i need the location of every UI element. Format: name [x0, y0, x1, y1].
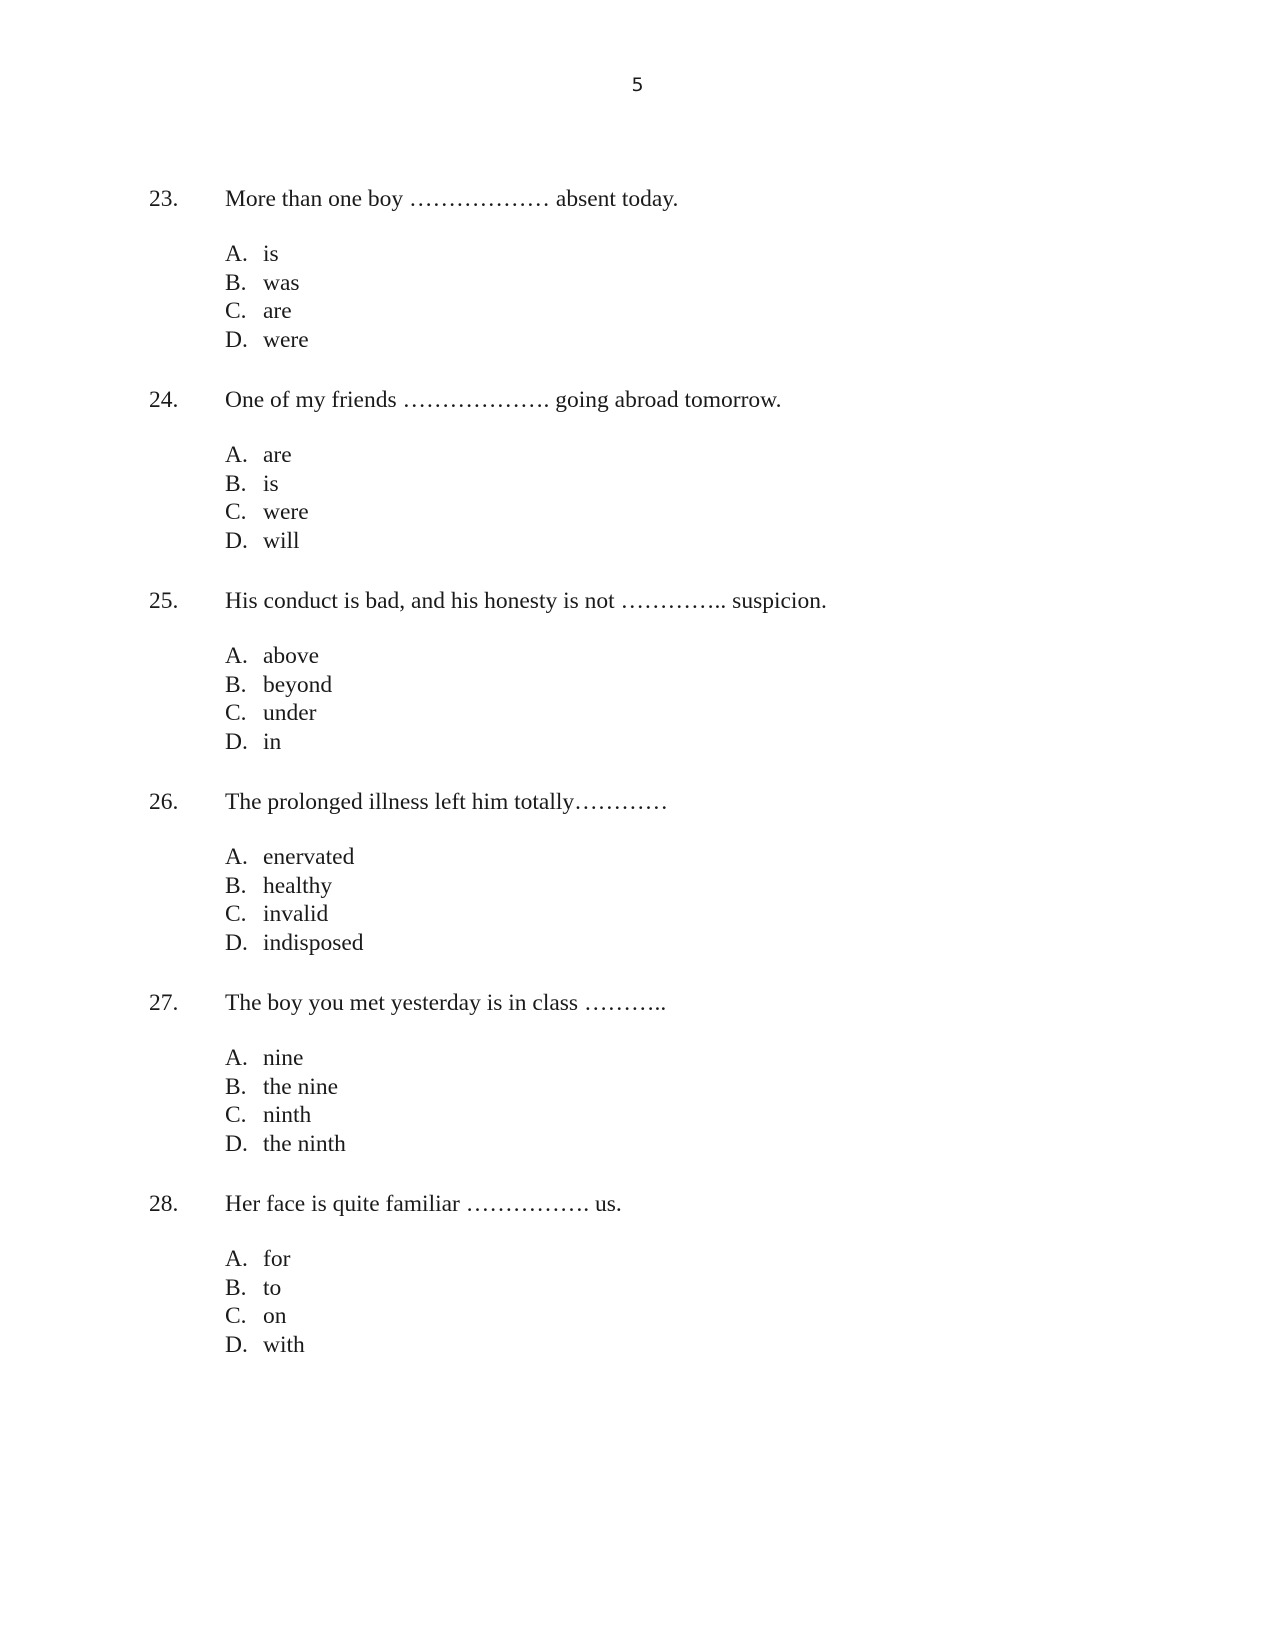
option-list	[225, 1245, 305, 1360]
option-a[interactable]	[225, 1044, 346, 1073]
option-c[interactable]	[225, 297, 309, 326]
question-text: The prolonged illness left him totally…………	[225, 789, 669, 815]
option-letter: B.	[225, 269, 247, 296]
option-letter: B.	[225, 671, 247, 698]
question-list	[149, 184, 1149, 1390]
option-list	[225, 843, 364, 958]
option-text: to	[263, 1274, 282, 1301]
option-text: will	[263, 528, 300, 555]
option-a[interactable]	[225, 1245, 305, 1274]
option-letter: A.	[225, 1045, 248, 1071]
option-letter: B.	[225, 872, 247, 899]
option-b[interactable]	[225, 1274, 305, 1303]
page-number: 5	[631, 74, 644, 96]
option-a[interactable]	[225, 441, 309, 470]
option-b[interactable]	[225, 470, 309, 499]
question-26	[149, 787, 1149, 988]
option-c[interactable]	[225, 1302, 305, 1331]
option-a[interactable]	[225, 642, 332, 671]
option-b[interactable]	[225, 269, 309, 298]
option-a[interactable]	[225, 843, 364, 872]
option-text: indisposed	[263, 930, 364, 957]
option-letter: C.	[225, 700, 247, 727]
option-text: is	[263, 470, 279, 497]
option-letter: A.	[225, 643, 248, 669]
option-letter: A.	[225, 1246, 248, 1272]
option-d[interactable]	[225, 326, 309, 355]
question-text: Her face is quite familiar ……………. us.	[225, 1191, 622, 1217]
option-text: nine	[263, 1045, 304, 1071]
question-text: More than one boy ……………… absent today.	[225, 186, 679, 212]
question-text: One of my friends ………………. going abroad tomorrow.	[225, 387, 782, 413]
option-list	[225, 240, 309, 355]
option-letter: C.	[225, 298, 247, 325]
option-text: with	[263, 1332, 305, 1359]
question-27	[149, 988, 1149, 1189]
option-letter: D.	[225, 1332, 248, 1359]
option-text: are	[263, 298, 292, 325]
option-text: in	[263, 729, 282, 756]
option-letter: C.	[225, 499, 247, 526]
question-number: 23.	[149, 186, 179, 212]
option-b[interactable]	[225, 872, 364, 901]
option-a[interactable]	[225, 240, 309, 269]
question-24	[149, 385, 1149, 586]
option-letter: A.	[225, 442, 248, 468]
option-text: under	[263, 700, 317, 727]
option-letter: A.	[225, 241, 248, 267]
option-letter: C.	[225, 1102, 247, 1129]
option-letter: B.	[225, 1274, 247, 1301]
option-letter: D.	[225, 729, 248, 756]
option-text: the nine	[263, 1073, 339, 1100]
option-text: above	[263, 643, 320, 669]
option-letter: C.	[225, 901, 247, 928]
question-number: 27.	[149, 990, 179, 1016]
option-d[interactable]	[225, 1130, 346, 1159]
question-text: The boy you met yesterday is in class ………..	[225, 990, 667, 1016]
option-letter: D.	[225, 1131, 248, 1158]
option-text: healthy	[263, 872, 333, 899]
option-text: enervated	[263, 844, 355, 870]
question-number: 24.	[149, 387, 179, 413]
question-28	[149, 1189, 1149, 1390]
question-number: 26.	[149, 789, 179, 815]
option-b[interactable]	[225, 671, 332, 700]
option-text: were	[263, 499, 309, 526]
option-text: the ninth	[263, 1131, 346, 1158]
question-25	[149, 586, 1149, 787]
option-b[interactable]	[225, 1073, 346, 1102]
option-list	[225, 642, 332, 757]
option-text: on	[263, 1303, 287, 1330]
option-d[interactable]	[225, 1331, 305, 1360]
option-text: for	[263, 1246, 291, 1272]
question-text: His conduct is bad, and his honesty is not ………….. suspicion.	[225, 588, 827, 614]
option-c[interactable]	[225, 1101, 346, 1130]
option-letter: C.	[225, 1303, 247, 1330]
question-number: 25.	[149, 588, 179, 614]
option-letter: B.	[225, 1073, 247, 1100]
option-d[interactable]	[225, 728, 332, 757]
option-text: was	[263, 269, 300, 296]
option-letter: D.	[225, 528, 248, 555]
option-text: invalid	[263, 901, 329, 928]
question-number: 28.	[149, 1191, 179, 1217]
option-d[interactable]	[225, 929, 364, 958]
option-list	[225, 1044, 346, 1159]
option-c[interactable]	[225, 699, 332, 728]
question-23	[149, 184, 1149, 385]
option-list	[225, 441, 309, 556]
option-letter: B.	[225, 470, 247, 497]
option-text: were	[263, 327, 309, 354]
option-letter: D.	[225, 930, 248, 957]
option-c[interactable]	[225, 900, 364, 929]
option-letter: A.	[225, 844, 248, 870]
option-text: are	[263, 442, 292, 468]
option-letter: D.	[225, 327, 248, 354]
option-text: beyond	[263, 671, 333, 698]
option-c[interactable]	[225, 498, 309, 527]
option-text: is	[263, 241, 279, 267]
option-text: ninth	[263, 1102, 312, 1129]
option-d[interactable]	[225, 527, 309, 556]
